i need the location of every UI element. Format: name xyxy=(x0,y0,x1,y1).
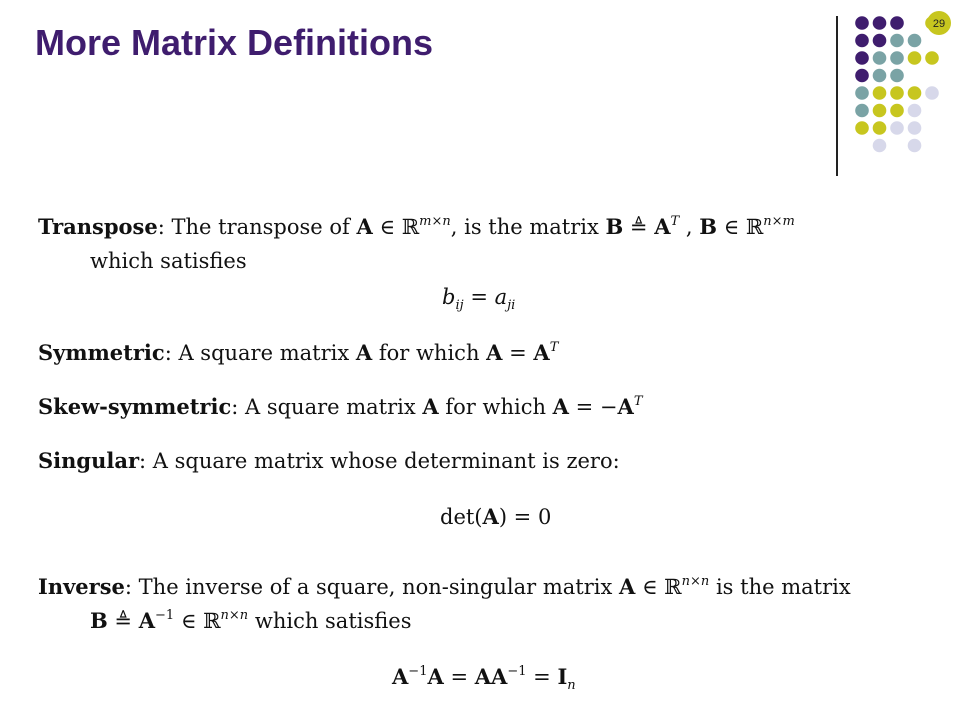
slide-title: More Matrix Definitions xyxy=(35,22,434,63)
decorative-dot xyxy=(908,51,922,65)
decorative-dot xyxy=(890,121,904,135)
symmetric-line: Symmetric: A square matrix A for which $A = A^T$ xyxy=(38,340,559,365)
decorative-dot xyxy=(873,86,887,100)
decorative-dot xyxy=(908,121,922,135)
inverse-equation: $A^{-1}A = AA^{-1} = I_n$ xyxy=(392,664,576,693)
decorative-dot xyxy=(855,51,869,65)
inverse-text-b: is the matrix xyxy=(709,575,851,599)
inverse-line-2: B ≜ $A^{-1}$ ∈ ℝ$^{n\times n}$ which satisfies xyxy=(90,608,412,633)
decorative-dot xyxy=(890,16,904,30)
determinant-equation: det(A) = 0 xyxy=(440,504,552,529)
transpose-equation: $b_{ij} = a_{ji}$ xyxy=(442,285,516,313)
decorative-dot xyxy=(890,104,904,118)
decorative-dot xyxy=(873,69,887,83)
skew-text: : A square matrix xyxy=(231,395,423,419)
symmetric-term: Symmetric xyxy=(38,340,165,365)
transpose-line-1: Transpose: The transpose of A ∈ ℝ$^{m\times n}$, is the matrix B ≜ $A^T$ , B ∈ ℝ$^{n\times m}$ xyxy=(38,214,795,239)
decorative-dot xyxy=(925,86,939,100)
decorative-dot xyxy=(890,51,904,65)
divider-line xyxy=(836,16,838,176)
decorative-dot xyxy=(890,69,904,83)
transpose-term: Transpose xyxy=(38,214,158,239)
decorative-dot xyxy=(855,16,869,30)
decorative-dot xyxy=(855,86,869,100)
singular-text: : A square matrix whose determinant is zero: xyxy=(139,449,620,473)
skew-text-2: for which xyxy=(438,395,553,419)
skew-line: Skew-symmetric: A square matrix A for which $A = -A^T$ xyxy=(38,394,643,419)
singular-term: Singular xyxy=(38,448,140,473)
inverse-term: Inverse xyxy=(38,574,125,599)
decorative-dot xyxy=(908,139,922,153)
skew-term: Skew-symmetric xyxy=(38,394,232,419)
decorative-dot xyxy=(925,51,939,65)
symmetric-text: : A square matrix xyxy=(164,341,356,365)
decorative-dot xyxy=(873,34,887,48)
inverse-text-a: : The inverse of a square, non-singular matrix xyxy=(124,575,619,599)
decorative-dot xyxy=(908,86,922,100)
symmetric-text-2: for which xyxy=(372,341,487,365)
decorative-dot xyxy=(855,34,869,48)
transpose-text-a: : The transpose of xyxy=(157,215,357,239)
decorative-dot xyxy=(890,86,904,100)
decorative-dot xyxy=(855,121,869,135)
decorative-dot xyxy=(873,104,887,118)
decorative-dot xyxy=(873,139,887,153)
decorative-dot-grid xyxy=(0,0,960,180)
decorative-dot xyxy=(873,16,887,30)
transpose-line-2: which satisfies xyxy=(90,249,247,273)
decorative-dot xyxy=(890,34,904,48)
inverse-text-2: which satisfies xyxy=(248,609,412,633)
inverse-line-1: Inverse: The inverse of a square, non-singular matrix A ∈ ℝ$^{n\times n}$ is the matrix xyxy=(38,574,851,599)
singular-line xyxy=(38,444,620,478)
decorative-dot xyxy=(908,34,922,48)
decorative-dot xyxy=(855,69,869,83)
transpose-text-b: , is the matrix xyxy=(450,215,606,239)
page-number: 29 xyxy=(932,18,946,30)
decorative-dot xyxy=(873,51,887,65)
decorative-dot xyxy=(873,121,887,135)
decorative-dot xyxy=(908,104,922,118)
decorative-dot xyxy=(855,104,869,118)
